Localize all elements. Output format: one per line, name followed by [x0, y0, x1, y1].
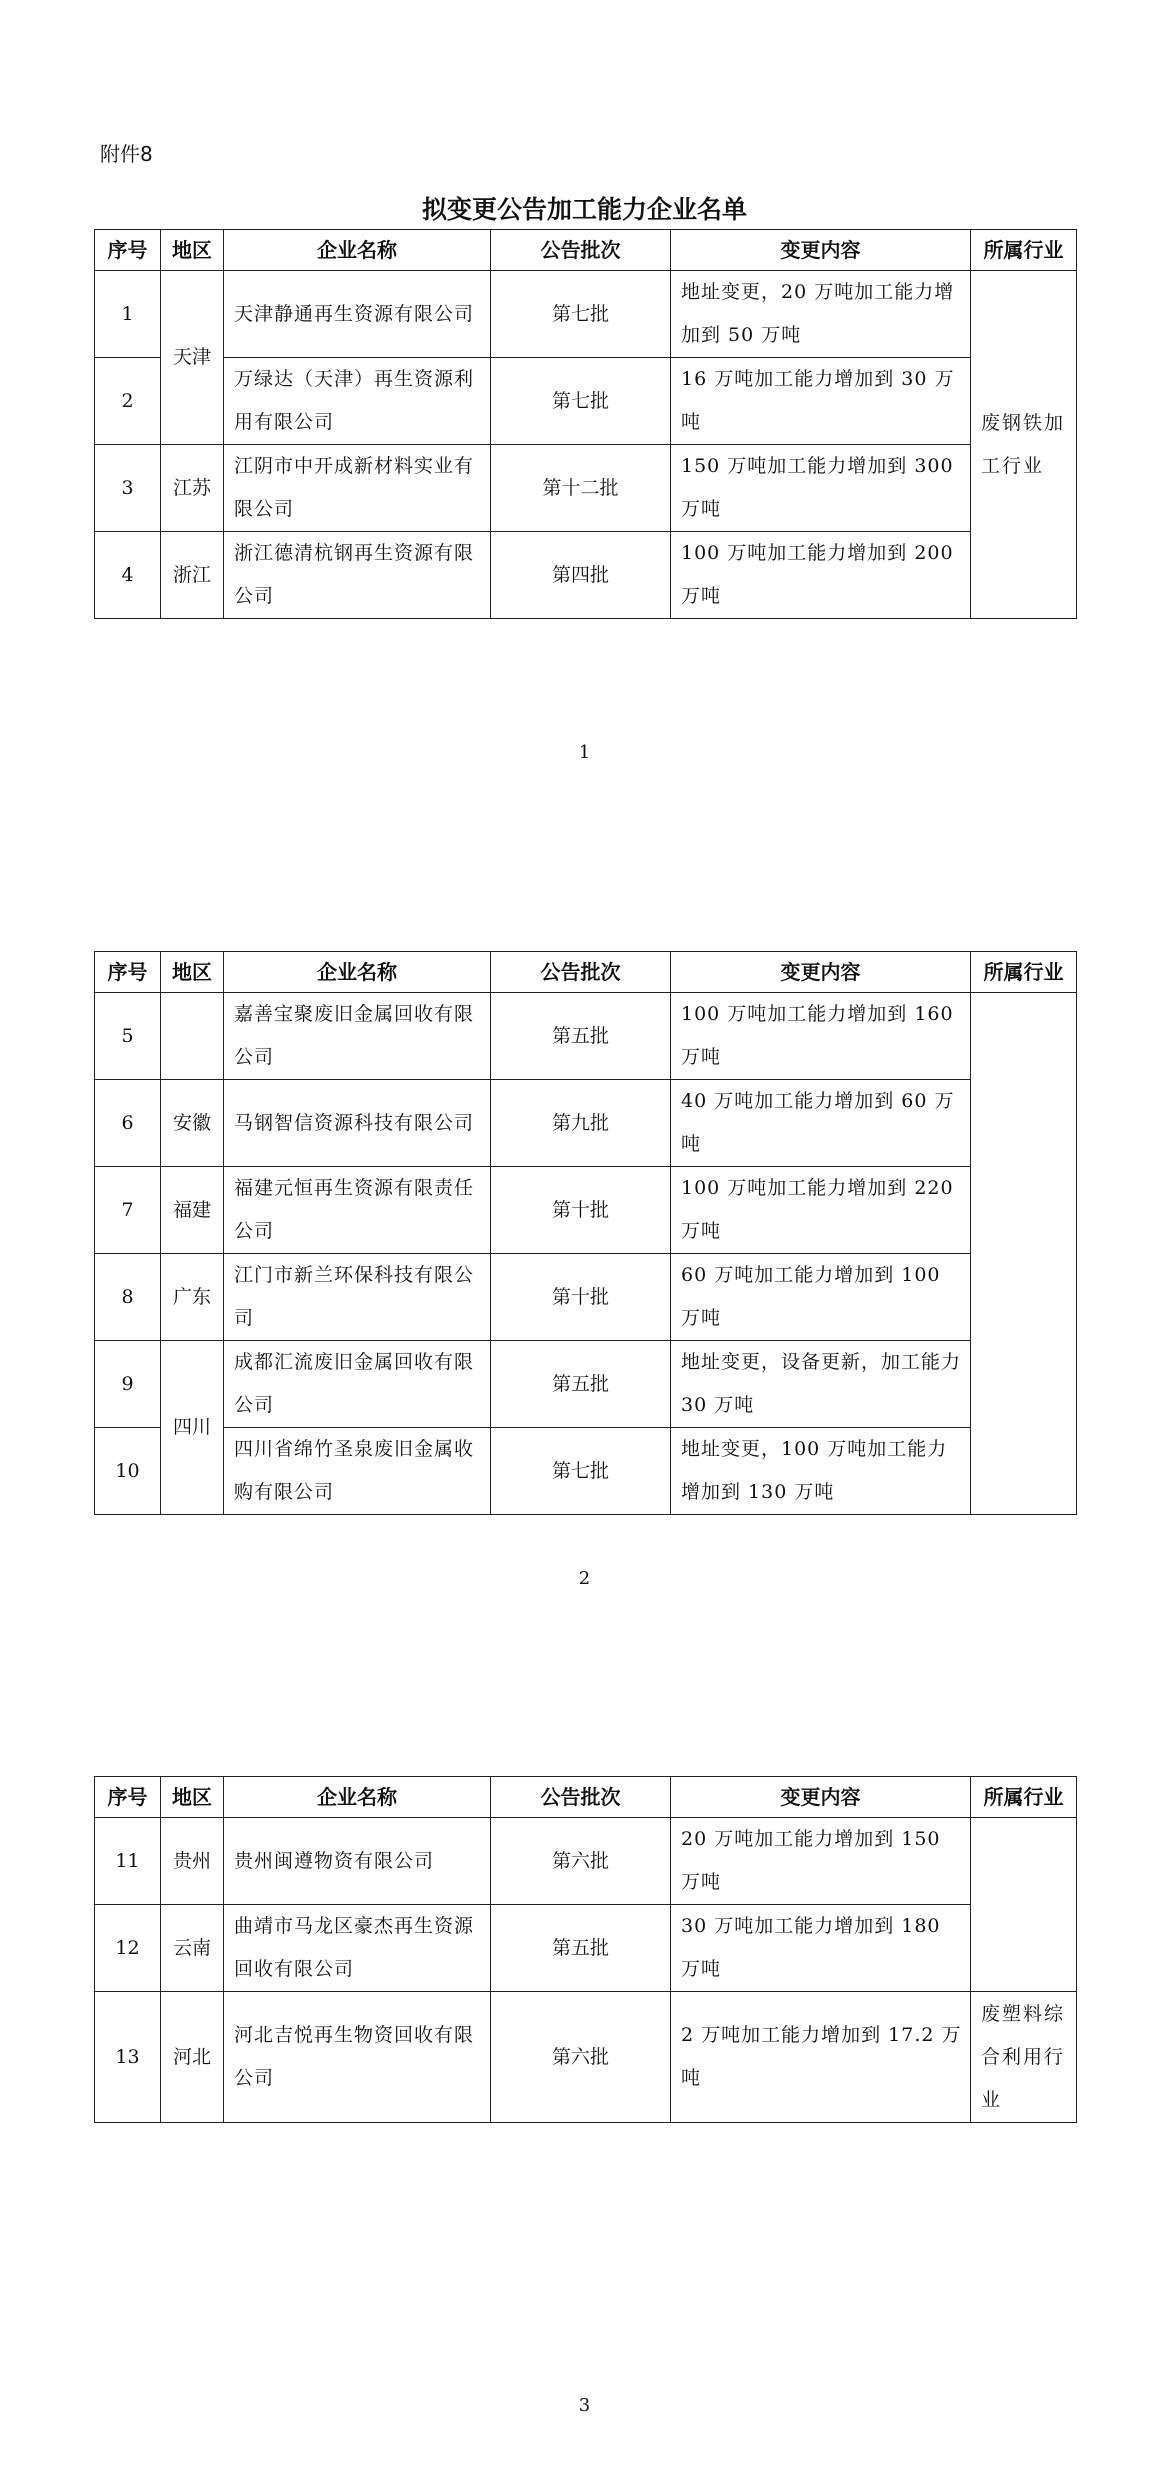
row-no: 11 [95, 1818, 161, 1905]
header-batch: 公告批次 [491, 952, 671, 993]
company-table-page-3 [94, 1776, 1077, 2123]
row-company: 马钢智信资源科技有限公司 [224, 1080, 491, 1167]
row-no: 2 [95, 358, 161, 445]
row-batch: 第四批 [491, 532, 671, 619]
row-region [161, 993, 224, 1080]
row-no: 9 [95, 1341, 161, 1428]
row-region: 贵州 [161, 1818, 224, 1905]
row-region: 四川 [161, 1341, 224, 1515]
row-change: 2 万吨加工能力增加到 17.2 万吨 [671, 1992, 971, 2123]
row-company: 成都汇流废旧金属回收有限公司 [224, 1341, 491, 1428]
row-batch: 第五批 [491, 993, 671, 1080]
table-row [95, 1341, 1077, 1428]
header-company: 企业名称 [224, 230, 491, 271]
row-batch: 第七批 [491, 358, 671, 445]
row-region: 天津 [161, 271, 224, 445]
header-batch: 公告批次 [491, 230, 671, 271]
row-company: 天津静通再生资源有限公司 [224, 271, 491, 358]
header-no: 序号 [95, 1777, 161, 1818]
row-company: 万绿达（天津）再生资源利用有限公司 [224, 358, 491, 445]
row-change: 地址变更，设备更新，加工能力 30 万吨 [671, 1341, 971, 1428]
row-no: 1 [95, 271, 161, 358]
row-batch: 第十批 [491, 1167, 671, 1254]
row-company: 江门市新兰环保科技有限公司 [224, 1254, 491, 1341]
table-row [95, 1080, 1077, 1167]
row-batch: 第九批 [491, 1080, 671, 1167]
industry-cell [971, 993, 1077, 1515]
row-region: 安徽 [161, 1080, 224, 1167]
table-row [95, 993, 1077, 1080]
header-industry: 所属行业 [971, 952, 1077, 993]
row-change: 100 万吨加工能力增加到 160 万吨 [671, 993, 971, 1080]
row-change: 40 万吨加工能力增加到 60 万吨 [671, 1080, 971, 1167]
row-change: 100 万吨加工能力增加到 200 万吨 [671, 532, 971, 619]
page-number: 2 [578, 1568, 591, 1589]
header-no: 序号 [95, 952, 161, 993]
row-change: 100 万吨加工能力增加到 220 万吨 [671, 1167, 971, 1254]
company-table-page-1 [94, 229, 1077, 619]
row-change: 30 万吨加工能力增加到 180 万吨 [671, 1905, 971, 1992]
header-batch: 公告批次 [491, 1777, 671, 1818]
page-number: 3 [578, 2395, 591, 2416]
header-change: 变更内容 [671, 1777, 971, 1818]
row-batch: 第十二批 [491, 445, 671, 532]
row-batch: 第五批 [491, 1905, 671, 1992]
row-region: 福建 [161, 1167, 224, 1254]
row-company: 浙江德清杭钢再生资源有限公司 [224, 532, 491, 619]
header-no: 序号 [95, 230, 161, 271]
header-company: 企业名称 [224, 1777, 491, 1818]
row-region: 广东 [161, 1254, 224, 1341]
row-company: 曲靖市马龙区豪杰再生资源回收有限公司 [224, 1905, 491, 1992]
row-batch: 第六批 [491, 1992, 671, 2123]
row-change: 地址变更，20 万吨加工能力增加到 50 万吨 [671, 271, 971, 358]
industry-cell: 废塑料综合利用行业 [971, 1992, 1077, 2123]
table-row [95, 1428, 1077, 1515]
page-title: 拟变更公告加工能力企业名单 [421, 195, 747, 224]
row-no: 8 [95, 1254, 161, 1341]
table-row [95, 532, 1077, 619]
table-row [95, 1254, 1077, 1341]
table-row [95, 1905, 1077, 1992]
header-region: 地区 [161, 230, 224, 271]
row-batch: 第七批 [491, 1428, 671, 1515]
industry-cell: 废钢铁加工行业 [971, 271, 1077, 619]
row-change: 60 万吨加工能力增加到 100 万吨 [671, 1254, 971, 1341]
row-no: 5 [95, 993, 161, 1080]
row-company: 福建元恒再生资源有限责任公司 [224, 1167, 491, 1254]
row-no: 6 [95, 1080, 161, 1167]
row-change: 16 万吨加工能力增加到 30 万吨 [671, 358, 971, 445]
row-company: 贵州闽遵物资有限公司 [224, 1818, 491, 1905]
row-region: 江苏 [161, 445, 224, 532]
row-region: 云南 [161, 1905, 224, 1992]
row-batch: 第五批 [491, 1341, 671, 1428]
row-change: 地址变更，100 万吨加工能力增加到 130 万吨 [671, 1428, 971, 1515]
header-industry: 所属行业 [971, 230, 1077, 271]
row-batch: 第七批 [491, 271, 671, 358]
row-no: 12 [95, 1905, 161, 1992]
page-number: 1 [578, 742, 591, 763]
row-company: 四川省绵竹圣泉废旧金属收购有限公司 [224, 1428, 491, 1515]
row-region: 浙江 [161, 532, 224, 619]
company-table-page-2 [94, 951, 1077, 1515]
table-row [95, 1992, 1077, 2123]
row-batch: 第十批 [491, 1254, 671, 1341]
row-region: 河北 [161, 1992, 224, 2123]
row-change: 20 万吨加工能力增加到 150 万吨 [671, 1818, 971, 1905]
table-row [95, 1818, 1077, 1905]
header-change: 变更内容 [671, 230, 971, 271]
header-change: 变更内容 [671, 952, 971, 993]
table-row [95, 445, 1077, 532]
header-region: 地区 [161, 1777, 224, 1818]
industry-cell [971, 1818, 1077, 1992]
row-no: 7 [95, 1167, 161, 1254]
row-no: 4 [95, 532, 161, 619]
row-no: 13 [95, 1992, 161, 2123]
row-no: 3 [95, 445, 161, 532]
attachment-label: 附件8 [100, 142, 153, 166]
header-industry: 所属行业 [971, 1777, 1077, 1818]
row-batch: 第六批 [491, 1818, 671, 1905]
header-region: 地区 [161, 952, 224, 993]
table-row [95, 1167, 1077, 1254]
row-company: 江阴市中开成新材料实业有限公司 [224, 445, 491, 532]
header-company: 企业名称 [224, 952, 491, 993]
row-change: 150 万吨加工能力增加到 300 万吨 [671, 445, 971, 532]
row-no: 10 [95, 1428, 161, 1515]
table-row [95, 271, 1077, 358]
row-company: 嘉善宝聚废旧金属回收有限公司 [224, 993, 491, 1080]
row-company: 河北吉悦再生物资回收有限公司 [224, 1992, 491, 2123]
table-row [95, 358, 1077, 445]
